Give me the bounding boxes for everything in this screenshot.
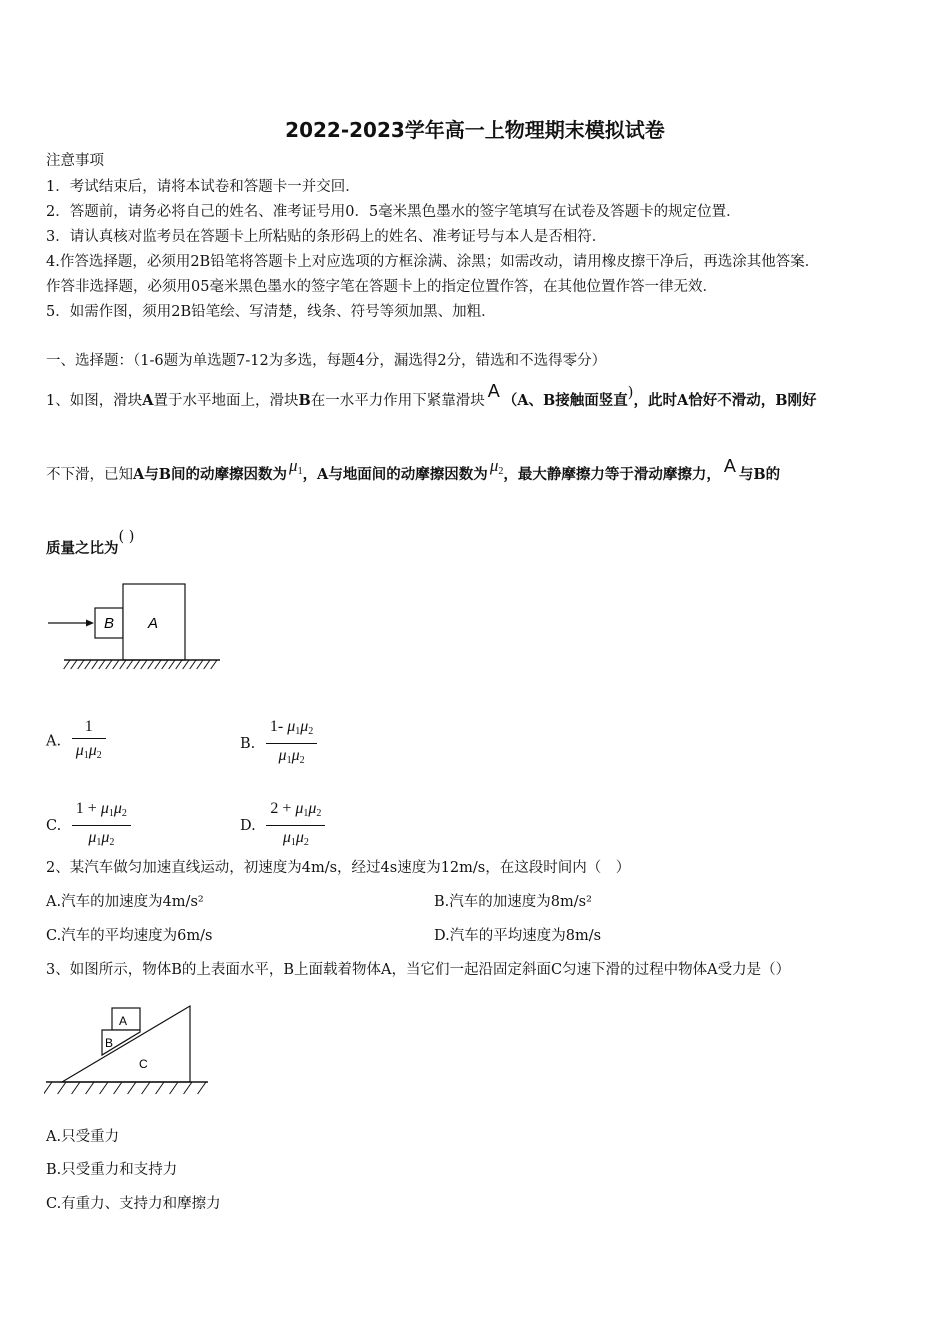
hatch-line — [184, 1082, 192, 1094]
hatch-line — [106, 660, 112, 669]
hatch-line — [134, 660, 140, 669]
q1-text-3: 质量之比为 — [46, 540, 119, 557]
hatch-line — [183, 660, 189, 669]
q1-option-D-label: D. — [240, 818, 256, 834]
hatch-line — [141, 660, 147, 669]
q1-text-1e: ，此时A恰好不滑动，B刚好 — [633, 392, 817, 409]
q1-option-D[interactable] — [240, 800, 325, 852]
notice-item-3: 3．请认真核对监考员在答题卡上所粘贴的条形码上的姓名、准考证号与本人是否相符． — [46, 229, 607, 245]
q1-text-2d: ，最大静摩擦力等于滑动摩擦力， — [503, 466, 721, 483]
hatch-line — [127, 660, 133, 669]
hatch-line — [190, 660, 196, 669]
q2-option-B[interactable]: B.汽车的加速度为8m/s² — [434, 894, 592, 910]
q1-option-A[interactable] — [46, 718, 106, 765]
q3-option-B[interactable]: B.只受重力和支持力 — [46, 1162, 178, 1178]
q3-stem: 3、如图所示，物体B的上表面水平，B上面载着物体A，当它们一起沿固定斜面C匀速下滑的过程中物体A受力是（） — [46, 962, 791, 978]
block-B-label: B — [105, 1036, 114, 1050]
hatch-line — [169, 660, 175, 669]
hatch-line — [155, 660, 161, 669]
hatch-line — [64, 660, 70, 669]
q1-text-2c: ，A与地面间的动摩擦因数为 — [302, 466, 488, 483]
hatch-line — [72, 1082, 80, 1094]
hatch-line — [44, 1082, 52, 1094]
q1-option-C[interactable] — [46, 800, 131, 852]
hatch-line — [204, 660, 210, 669]
q1-option-A-fraction: $\frac{1}{\mu_1\mu_2}$ — [72, 718, 106, 765]
hatch-line — [148, 660, 154, 669]
q1-paren: ) — [627, 385, 634, 401]
q1-mu1: $\mu_1$ — [289, 456, 303, 477]
notice-item-5: 5．如需作图，须用2B铅笔绘、写清楚，线条、符号等须加黑、加粗． — [46, 304, 496, 320]
hatch-line — [78, 660, 84, 669]
hatch-line — [120, 660, 126, 669]
q1-option-D-fraction: $\frac{2 + \mu_1\mu_2}{\mu_1\mu_2}$ — [266, 800, 325, 852]
q3-option-A[interactable]: A.只受重力 — [46, 1129, 120, 1145]
q1-option-C-fraction: $\frac{1 + \mu_1\mu_2}{\mu_1\mu_2}$ — [72, 800, 131, 852]
q1-mu2: $\mu_2$ — [489, 456, 504, 477]
q3-option-C[interactable]: C.有重力、支持力和摩擦力 — [46, 1196, 221, 1212]
q1-option-A-label: A. — [46, 733, 62, 750]
block-B-label: B — [104, 615, 115, 632]
notice-heading: 注意事项 — [46, 153, 104, 169]
notice-item-1: 1．考试结束后，请将本试卷和答题卡一并交回． — [46, 179, 360, 195]
q1-text-2e: 与B的 — [738, 466, 781, 483]
hatch-line — [114, 1082, 122, 1094]
hatch-line — [71, 660, 77, 669]
hatch-line — [128, 1082, 136, 1094]
q1-text-2a: 不下滑，已知 — [46, 467, 133, 483]
hatch-line — [162, 660, 168, 669]
q1-text-1b: 置于水平地面上，滑块 — [153, 393, 299, 409]
hatch-line — [113, 660, 119, 669]
hatch-line — [99, 660, 105, 669]
hatch-line — [176, 660, 182, 669]
hatch-line — [100, 1082, 108, 1094]
incline-C-label: C — [139, 1057, 148, 1071]
q1-text-2b: A与B间的动摩擦因数为 — [133, 466, 288, 483]
q1-option-B-label: B. — [240, 736, 256, 752]
q1-figure — [44, 578, 229, 674]
q1-line-1 — [46, 381, 817, 410]
notice-item-2: 2．答题前，请务必将自己的姓名、准考证号用0．5毫米黑色墨水的签字笔填写在试卷及答题卡的规定位置． — [46, 204, 741, 220]
block-A-label: A — [148, 615, 159, 632]
q1-answer-paren: ( ) — [118, 529, 135, 545]
hatch-line — [170, 1082, 178, 1094]
q1-text-1c: 在一水平力作用下紧靠滑块 — [310, 393, 485, 409]
q2-option-C[interactable]: C.汽车的平均速度为6m/s — [46, 928, 213, 944]
notice-item-4-line-1: 4.作答选择题，必须用2B铅笔将答题卡上对应选项的方框涂满、涂黑；如需改动，请用橡皮擦干净后，再选涂其他答案． — [46, 254, 820, 270]
q1-symbol-A-2: A — [723, 456, 736, 476]
q1-line-3 — [46, 529, 135, 558]
q2-option-D[interactable]: D.汽车的平均速度为8m/s — [434, 928, 602, 944]
q1-option-C-label: C. — [46, 818, 62, 834]
q1-text-1a: 1、如图，滑块 — [46, 393, 143, 409]
hatch-line — [156, 1082, 164, 1094]
hatch-line — [211, 660, 217, 669]
hatch-line — [142, 1082, 150, 1094]
force-arrow-head — [86, 620, 94, 627]
page-title: 2022-2023学年高一上物理期末模拟试卷 — [285, 118, 665, 142]
q1-option-B[interactable] — [240, 718, 317, 770]
q2-stem: 2、某汽车做匀加速直线运动，初速度为4m/s，经过4s速度为12m/s，在这段时间内（ ） — [46, 860, 631, 876]
q3-figure — [44, 1000, 214, 1096]
hatch-line — [92, 660, 98, 669]
section-heading: 一、选择题：（1-6题为单选题7-12为多选，每题4分，漏选得2分，错选和不选得零分） — [46, 353, 607, 369]
hatch-line — [197, 660, 203, 669]
hatch-line — [85, 660, 91, 669]
ground-hatch — [44, 1082, 206, 1094]
q1-text-A: A — [142, 392, 154, 409]
q1-symbol-A: A — [487, 381, 500, 401]
ground-hatch — [64, 660, 217, 669]
block-A-label: A — [119, 1014, 128, 1028]
hatch-line — [58, 1082, 66, 1094]
q1-text-1d: （A、B接触面竖直 — [502, 392, 628, 409]
q1-option-B-fraction: $\frac{1- \mu_1\mu_2}{\mu_1\mu_2}$ — [266, 718, 317, 770]
q1-text-B: B — [298, 392, 311, 409]
hatch-line — [198, 1082, 206, 1094]
notice-item-4-line-2: 作答非选择题，必须用05毫米黑色墨水的签字笔在答题卡上的指定位置作答，在其他位置作答一律无效． — [46, 279, 717, 295]
hatch-line — [86, 1082, 94, 1094]
q1-line-2 — [46, 456, 781, 489]
q2-option-A[interactable]: A.汽车的加速度为4m/s² — [46, 894, 204, 910]
